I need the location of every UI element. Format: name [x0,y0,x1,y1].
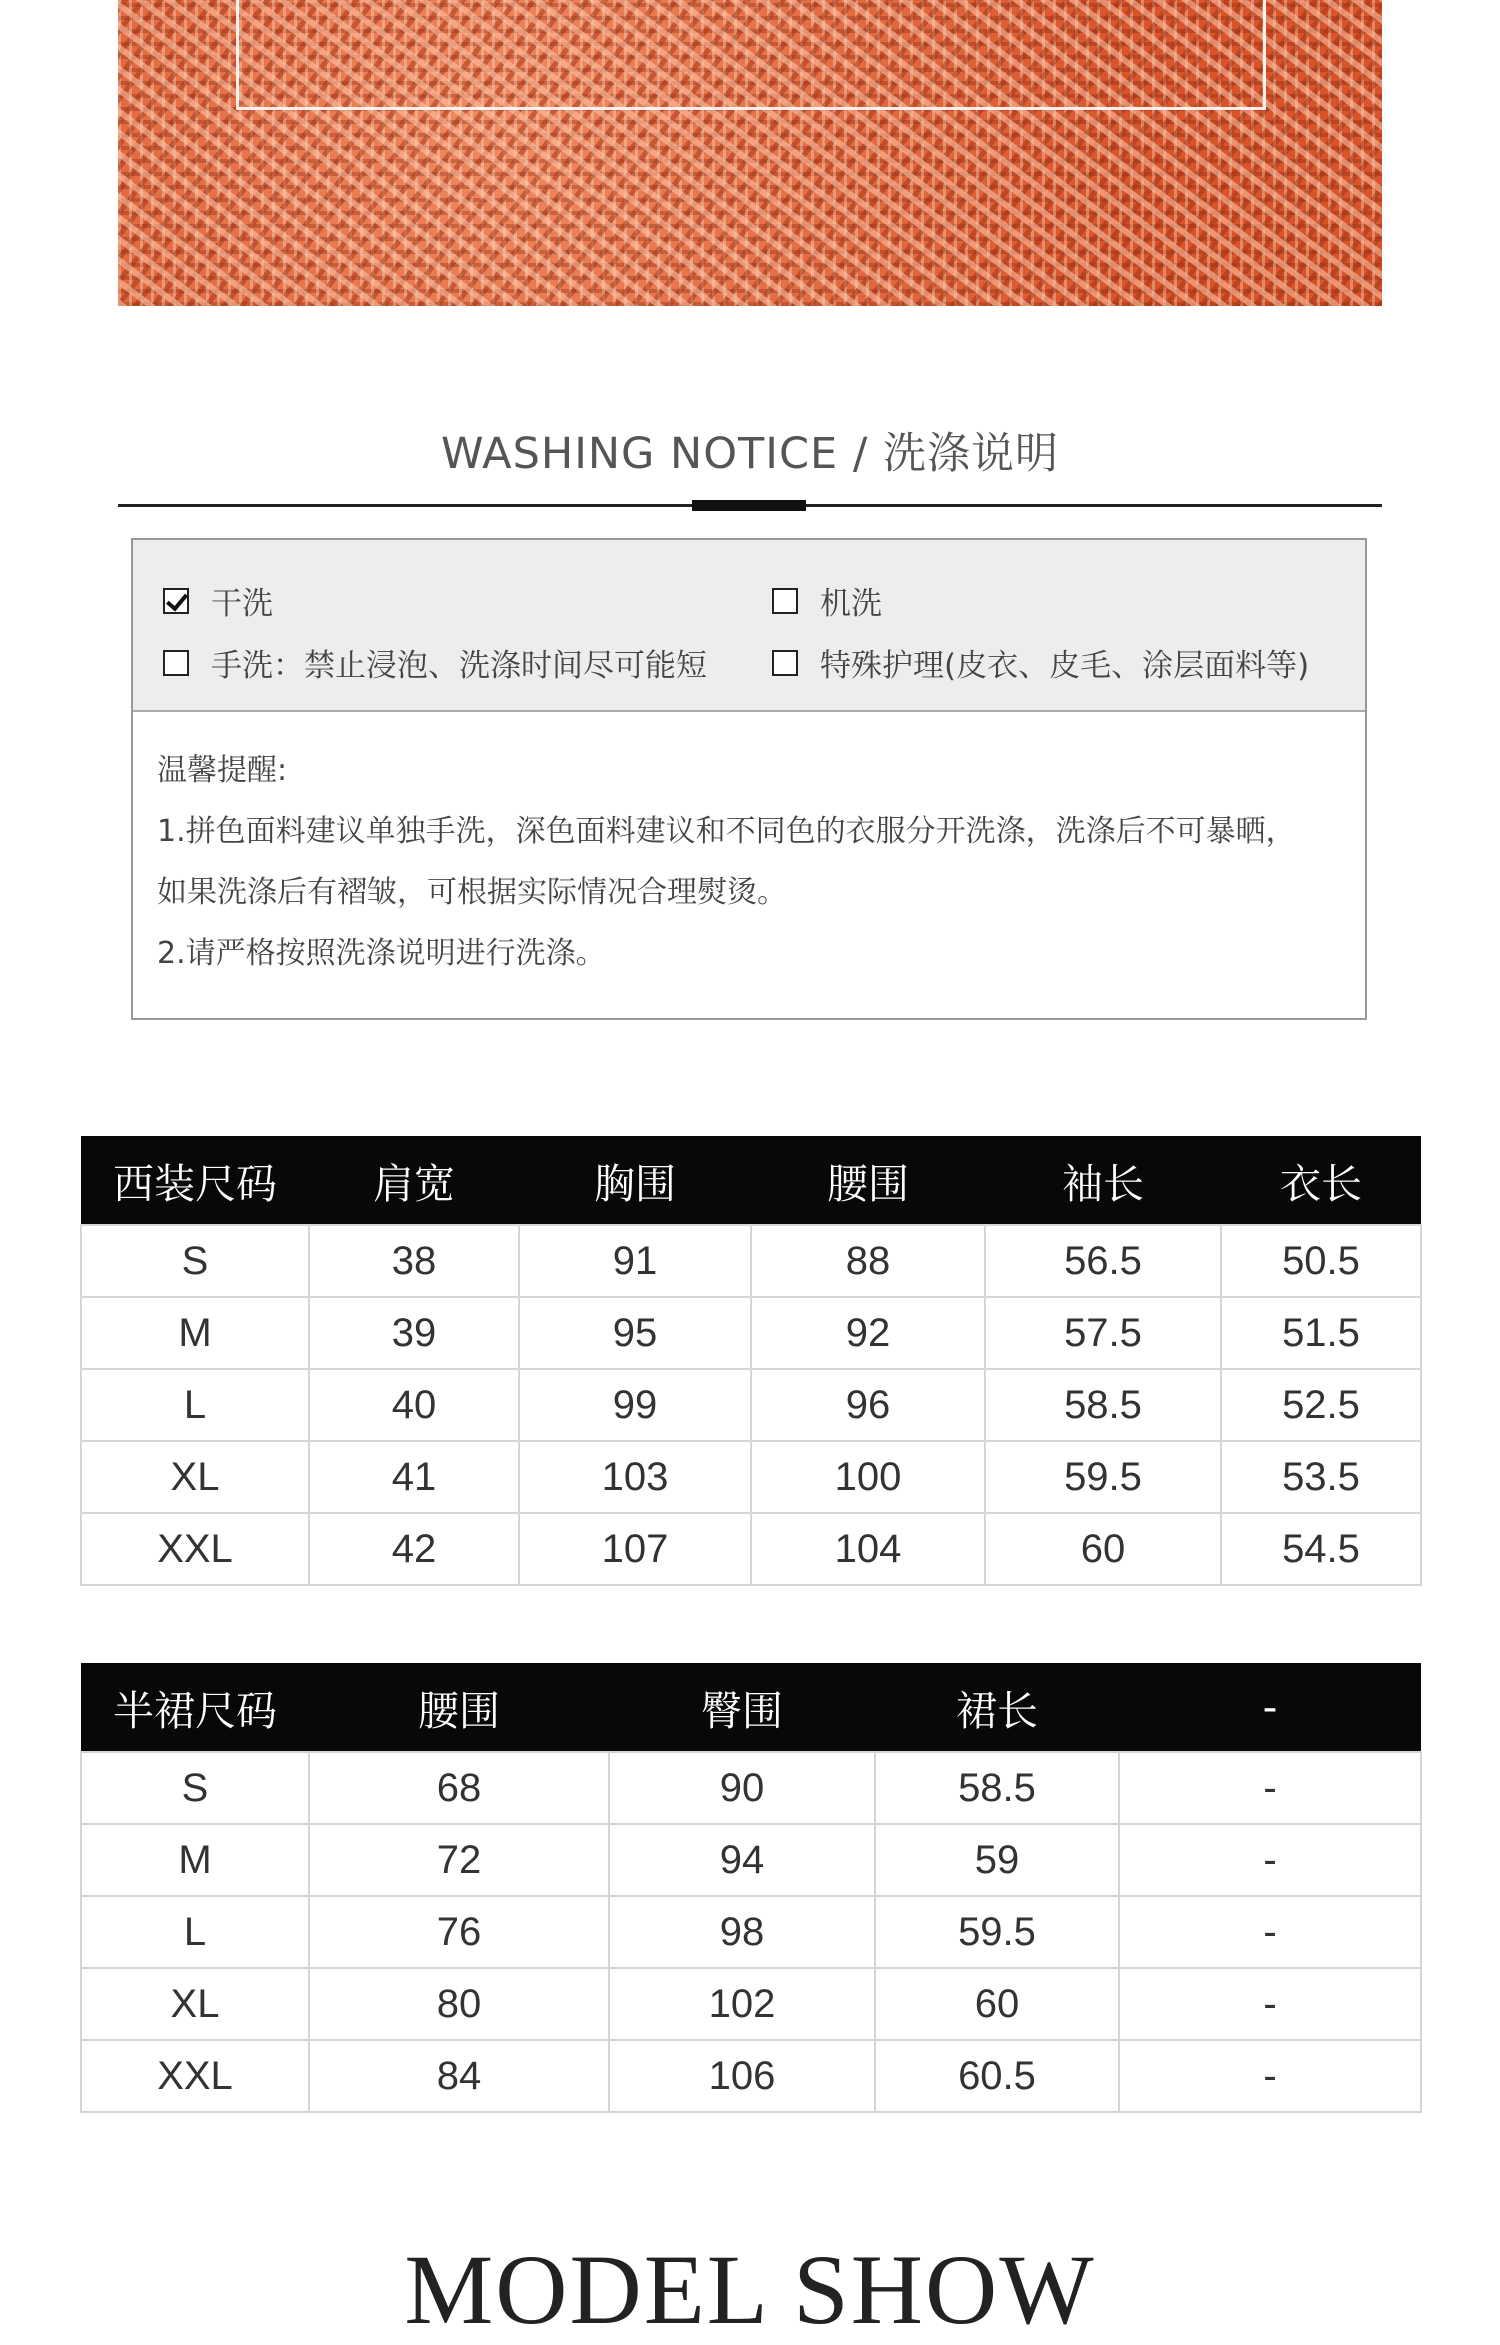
table-cell: - [1119,1968,1421,2040]
table-cell: 100 [751,1441,985,1513]
table-cell: S [81,1752,309,1824]
table-row [81,1369,1421,1441]
table-row [81,1441,1421,1513]
option-machine-wash [772,578,882,623]
column-header: 肩宽 [309,1136,519,1225]
checkbox-empty-icon [163,650,189,676]
table-cell: 102 [609,1968,875,2040]
table-cell: 40 [309,1369,519,1441]
table-cell: 60 [985,1513,1221,1585]
table-cell: 91 [519,1225,751,1297]
table-cell: 60 [875,1968,1119,2040]
table-cell: 51.5 [1221,1297,1421,1369]
option-label: 干洗 [211,586,273,622]
tip-line: 如果洗涤后有褶皱，可根据实际情况合理熨烫。 [157,875,787,910]
table-cell: 72 [309,1824,609,1896]
table-cell: XL [81,1968,309,2040]
table-cell: - [1119,1824,1421,1896]
table-header-row [81,1136,1421,1225]
washing-options-panel [133,540,1365,712]
option-label: 特殊护理(皮衣、皮毛、涂层面料等) [820,648,1310,684]
table-cell: 94 [609,1824,875,1896]
table-row [81,2040,1421,2112]
table-cell: 84 [309,2040,609,2112]
table-cell: 98 [609,1896,875,1968]
table-header-row [81,1663,1421,1752]
column-header: 胸围 [519,1136,751,1225]
table-cell: - [1119,2040,1421,2112]
option-special-care [772,640,1309,685]
column-header: 臀围 [609,1663,875,1752]
table-cell: 52.5 [1221,1369,1421,1441]
option-dry-clean [163,578,273,623]
tips-title: 温馨提醒: [157,753,288,788]
washing-notice-heading: WASHING NOTICE / 洗涤说明 [440,429,1060,479]
table-row [81,1225,1421,1297]
column-header: 袖长 [985,1136,1221,1225]
tip-line: 1.拼色面料建议单独手洗，深色面料建议和不同色的衣服分开洗涤，洗涤后不可暴晒， [157,814,1296,849]
table-cell: 68 [309,1752,609,1824]
table-cell: - [1119,1896,1421,1968]
table-cell: XXL [81,1513,309,1585]
option-label: 手洗：禁止浸泡、洗涤时间尽可能短 [211,648,707,684]
table-cell: 107 [519,1513,751,1585]
table-cell: 58.5 [985,1369,1221,1441]
column-header: 半裙尺码 [81,1663,309,1752]
table-cell: L [81,1896,309,1968]
table-cell: 96 [751,1369,985,1441]
tip-line: 2.请严格按照洗涤说明进行洗涤。 [157,936,606,971]
care-tips [157,740,1357,984]
table-cell: M [81,1297,309,1369]
table-row [81,1968,1421,2040]
option-hand-wash [163,640,707,685]
option-label: 机洗 [820,586,882,622]
table-cell: 39 [309,1297,519,1369]
column-header: 西装尺码 [81,1136,309,1225]
table-cell: S [81,1225,309,1297]
table-cell: 50.5 [1221,1225,1421,1297]
suit-size-table [80,1136,1422,1586]
table-cell: 90 [609,1752,875,1824]
table-row [81,1824,1421,1896]
table-cell: 57.5 [985,1297,1221,1369]
table-cell: 95 [519,1297,751,1369]
table-cell: 59.5 [985,1441,1221,1513]
table-cell: 59.5 [875,1896,1119,1968]
table-cell: M [81,1824,309,1896]
table-cell: - [1119,1752,1421,1824]
column-header: 衣长 [1221,1136,1421,1225]
table-cell: 80 [309,1968,609,2040]
washing-instructions-box [131,538,1367,1020]
table-cell: L [81,1369,309,1441]
table-row [81,1297,1421,1369]
table-row [81,1752,1421,1824]
table-cell: 56.5 [985,1225,1221,1297]
column-header: 裙长 [875,1663,1119,1752]
table-cell: XXL [81,2040,309,2112]
table-cell: 42 [309,1513,519,1585]
table-cell: 99 [519,1369,751,1441]
column-header: 腰围 [751,1136,985,1225]
table-cell: 106 [609,2040,875,2112]
table-row [81,1513,1421,1585]
table-cell: 60.5 [875,2040,1119,2112]
table-cell: 53.5 [1221,1441,1421,1513]
table-cell: 88 [751,1225,985,1297]
table-cell: 92 [751,1297,985,1369]
table-cell: 54.5 [1221,1513,1421,1585]
checkbox-empty-icon [772,588,798,614]
table-cell: XL [81,1441,309,1513]
table-cell: 38 [309,1225,519,1297]
heading-divider-accent [692,500,806,511]
skirt-size-table [80,1663,1422,2113]
column-header: - [1119,1663,1421,1752]
checkbox-checked-icon [163,588,189,614]
table-cell: 104 [751,1513,985,1585]
model-show-heading: MODEL SHOW [404,2234,1096,2345]
table-cell: 41 [309,1441,519,1513]
table-cell: 76 [309,1896,609,1968]
checkbox-empty-icon [772,650,798,676]
table-cell: 59 [875,1824,1119,1896]
column-header: 腰围 [309,1663,609,1752]
table-row [81,1896,1421,1968]
table-cell: 103 [519,1441,751,1513]
table-cell: 58.5 [875,1752,1119,1824]
fabric-texture-image [118,0,1382,306]
fabric-frame [236,0,1266,110]
